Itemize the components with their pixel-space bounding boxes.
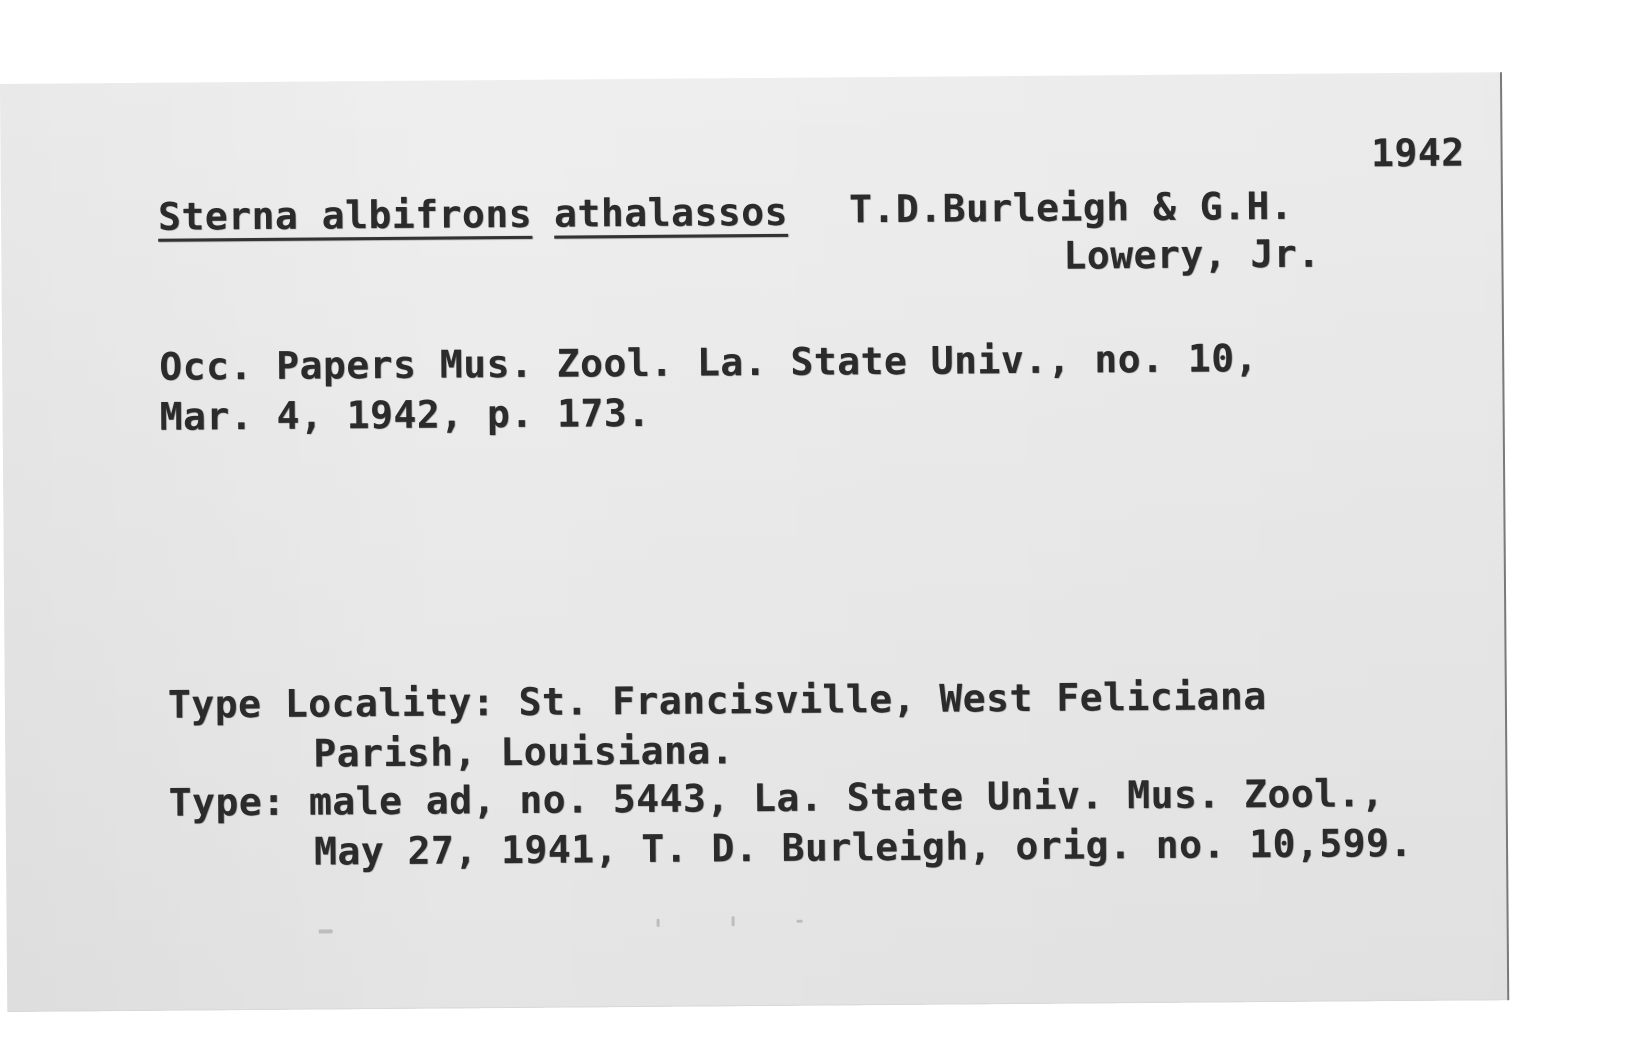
paper-speck bbox=[797, 920, 803, 923]
type-locality-line-2: Parish, Louisiana. bbox=[313, 728, 735, 776]
index-card bbox=[0, 72, 1509, 1012]
citation-line-2: Mar. 4, 1942, p. 173. bbox=[159, 390, 651, 439]
paper-speck bbox=[657, 919, 660, 927]
authors-line-1: T.D.Burleigh & G.H. bbox=[848, 183, 1294, 232]
taxon-subspecies: athalassos bbox=[553, 189, 789, 236]
taxon-name bbox=[158, 190, 788, 239]
type-locality-line-1: Type Locality: St. Francisville, West Feliciana bbox=[167, 674, 1267, 727]
type-specimen-line-2: May 27, 1941, T. D. Burleigh, orig. no. 10,599. bbox=[313, 820, 1413, 874]
type-specimen-line-1: Type: male ad, no. 5443, La. State Univ. Mus. Zool., bbox=[168, 771, 1385, 825]
taxon-genus-species: Sterna albifrons bbox=[157, 191, 533, 239]
card-year: 1942 bbox=[1370, 130, 1465, 176]
citation-line-1: Occ. Papers Mus. Zool. La. State Univ., no. 10, bbox=[159, 336, 1259, 389]
paper-speck bbox=[732, 916, 735, 926]
paper-speck bbox=[319, 929, 333, 933]
authors-line-2: Lowery, Jr. bbox=[1063, 231, 1321, 278]
